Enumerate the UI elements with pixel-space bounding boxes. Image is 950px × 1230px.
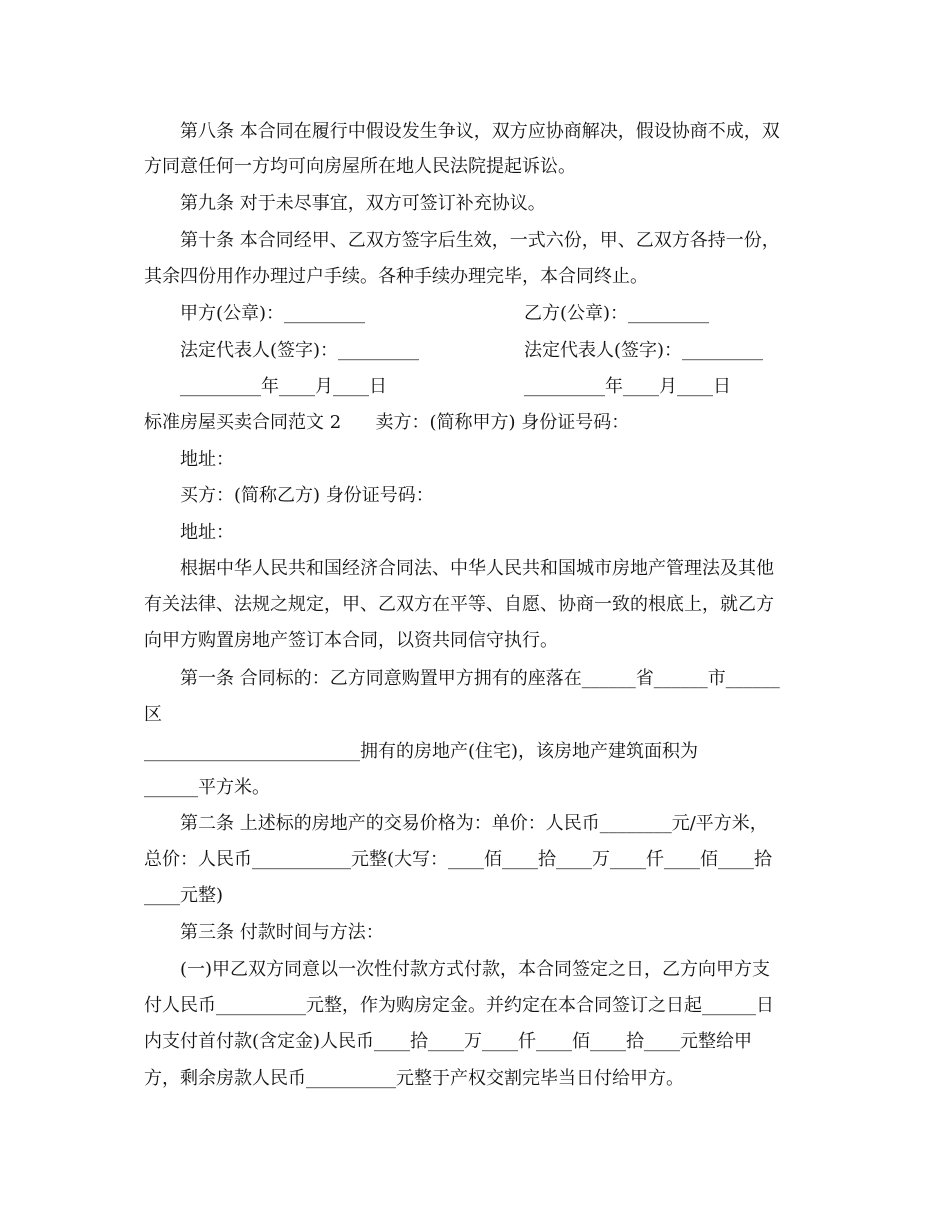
article-8-line-1: 第八条 本合同在履行中假设发生争议，双方应协商解决，假设协商不成，双 [180, 121, 780, 142]
buyer-line: 买方：(简称乙方) 身份证号码： [180, 485, 434, 506]
preamble-line-1: 根据中华人民共和国经济合同法、中华人民共和国城市房地产管理法及其他 [180, 558, 774, 579]
buyer-address: 地址： [180, 522, 234, 543]
article-10-line-1: 第十条 本合同经甲、乙双方签字后生效，一式六份，甲、乙双方各持一份， [180, 230, 780, 251]
article-3-line-4: 方，剩余房款人民币__________元整于产权交割完毕当日付给甲方。 [144, 1068, 684, 1089]
contract-2-heading: 标准房屋买卖合同范文 2 卖方：(简称甲方) 身份证号码： [144, 412, 630, 433]
article-3-line-1: (一)甲乙双方同意以一次性付款方式付款，本合同签定之日，乙方向甲方支 [180, 959, 771, 980]
party-b-seal: 乙方(公章)：_________ [524, 303, 710, 324]
seller-address: 地址： [180, 449, 234, 470]
article-2-line-2: 总价：人民币___________元整(大写：____佰____拾____万____仟____佰____拾 [144, 849, 773, 870]
party-a-date: _________年____月____日 [180, 376, 387, 397]
article-1-line-3: ________________________拥有的房地产(住宅)，该房地产建筑面积为 [144, 741, 699, 762]
article-8-line-2: 方同意任何一方均可向房屋所在地人民法院提起诉讼。 [144, 156, 576, 177]
party-a-representative: 法定代表人(签字)：_________ [180, 340, 420, 361]
article-1-line-1: 第一条 合同标的：乙方同意购置甲方拥有的座落在______省______市______ [180, 668, 780, 689]
article-10-line-2: 其余四份用作办理过户手续。各种手续办理完毕，本合同终止。 [144, 266, 648, 287]
preamble-line-3: 向甲方购置房地产签订本合同，以资共同信守执行。 [144, 630, 558, 651]
preamble-line-2: 有关法律、法规之规定，甲、乙双方在平等、自愿、协商一致的根底上，就乙方 [144, 594, 774, 615]
article-3-line-2: 付人民币__________元整，作为购房定金。并约定在本合同签订之日起______日 [144, 995, 774, 1016]
article-2-line-1: 第二条 上述标的房地产的交易价格为：单价：人民币________元/平方米， [180, 813, 768, 834]
party-b-date: _________年____月____日 [524, 376, 731, 397]
article-2-line-3: ____元整) [144, 885, 224, 906]
article-1-line-4: ______平方米。 [144, 777, 270, 798]
article-3-heading: 第三条 付款时间与方法： [180, 922, 384, 943]
article-1-line-2: 区 [144, 704, 162, 725]
article-9: 第九条 对于未尽事宜，双方可签订补充协议。 [180, 193, 546, 214]
article-3-line-3: 内支付首付款(含定金)人民币____拾____万____仟____佰____拾____元整给甲 [144, 1031, 753, 1052]
party-a-seal: 甲方(公章)：_________ [180, 303, 366, 324]
party-b-representative: 法定代表人(签字)：_________ [524, 340, 764, 361]
